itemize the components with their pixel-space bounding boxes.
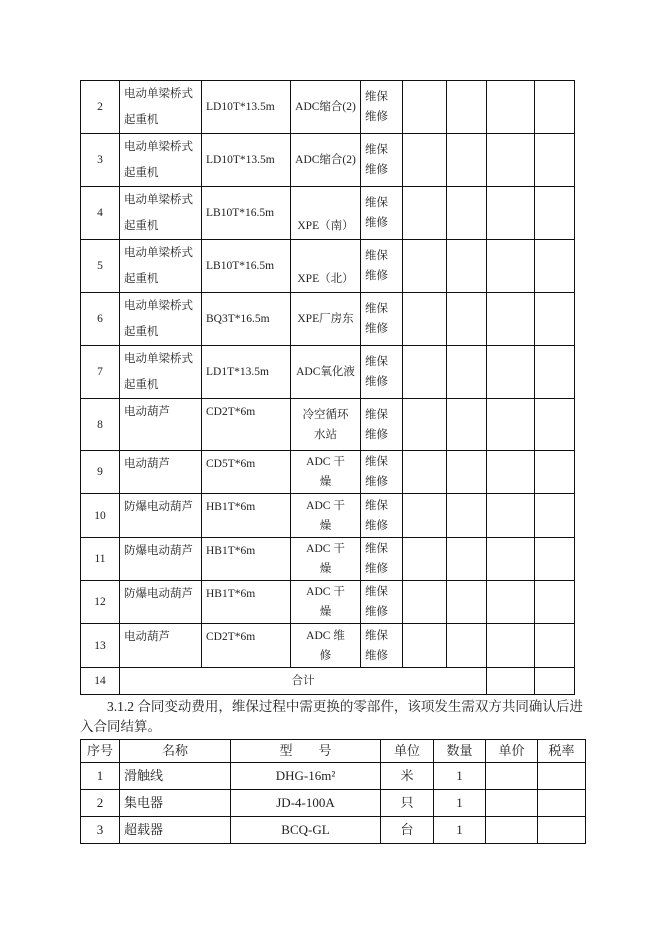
table-row bbox=[81, 790, 586, 817]
empty-cell bbox=[535, 624, 575, 668]
equipment-maintenance-table bbox=[80, 80, 575, 695]
name-line: 电动葫芦 bbox=[124, 406, 170, 418]
name-line: 起重机 bbox=[124, 326, 159, 338]
empty-cell bbox=[487, 668, 535, 695]
equipment-model: HB1T*6m bbox=[202, 494, 291, 538]
part-name: 滑触线 bbox=[120, 763, 231, 790]
empty-cell bbox=[486, 763, 538, 790]
table-row bbox=[81, 134, 575, 187]
service-type-line: 维保 bbox=[365, 144, 388, 156]
name-line: 电动葫芦 bbox=[124, 458, 170, 470]
empty-cell bbox=[535, 346, 575, 399]
service-type-line: 维保 bbox=[365, 586, 388, 598]
empty-cell bbox=[447, 494, 487, 538]
service-type-line: 维保 bbox=[365, 629, 388, 642]
name-line: 起重机 bbox=[124, 114, 159, 126]
service-type bbox=[361, 187, 403, 240]
service-type-line: 维修 bbox=[365, 164, 388, 176]
row-number: 1 bbox=[81, 763, 120, 790]
total-row bbox=[81, 668, 575, 695]
service-type-line: 维保 bbox=[365, 356, 388, 368]
table-row bbox=[81, 763, 586, 790]
empty-cell bbox=[447, 134, 487, 187]
column-header: 名称 bbox=[120, 740, 231, 763]
equipment-model: LD10T*13.5m bbox=[202, 134, 291, 187]
empty-cell bbox=[403, 399, 447, 451]
name-line: 防爆电动葫芦 bbox=[124, 588, 193, 600]
part-quantity: 1 bbox=[434, 763, 486, 790]
equipment-name bbox=[120, 134, 202, 187]
equipment-location bbox=[291, 494, 361, 538]
name-line: 电动单梁桥式 bbox=[124, 247, 193, 259]
empty-cell bbox=[447, 581, 487, 624]
empty-cell bbox=[486, 790, 538, 817]
row-number: 3 bbox=[81, 817, 120, 844]
equipment-name bbox=[120, 494, 202, 538]
row-number: 3 bbox=[81, 134, 120, 187]
empty-cell bbox=[487, 399, 535, 451]
equipment-name bbox=[120, 581, 202, 624]
equipment-name bbox=[120, 240, 202, 293]
empty-cell bbox=[447, 240, 487, 293]
empty-cell bbox=[487, 494, 535, 538]
service-type bbox=[361, 81, 403, 134]
table-row bbox=[81, 451, 575, 494]
part-quantity: 1 bbox=[434, 817, 486, 844]
equipment-model: LB10T*16.5m bbox=[202, 240, 291, 293]
name-line: 起重机 bbox=[124, 273, 159, 285]
table-row bbox=[81, 346, 575, 399]
service-type-line: 维修 bbox=[365, 563, 388, 575]
part-name: 集电器 bbox=[120, 790, 231, 817]
empty-cell bbox=[403, 581, 447, 624]
name-line: 电动葫芦 bbox=[124, 631, 170, 643]
empty-cell bbox=[447, 538, 487, 581]
location-text: ADC 干燥 bbox=[306, 456, 345, 488]
empty-cell bbox=[487, 581, 535, 624]
empty-cell bbox=[538, 763, 586, 790]
equipment-model: CD2T*6m bbox=[202, 399, 291, 451]
part-model: BCQ-GL bbox=[231, 817, 381, 844]
service-type-line: 维修 bbox=[365, 217, 388, 229]
empty-cell bbox=[447, 293, 487, 346]
empty-cell bbox=[403, 538, 447, 581]
empty-cell bbox=[447, 187, 487, 240]
spare-parts-table bbox=[80, 739, 586, 844]
equipment-name bbox=[120, 624, 202, 668]
empty-cell bbox=[403, 293, 447, 346]
service-type-line: 维保 bbox=[365, 91, 388, 103]
row-number: 14 bbox=[81, 668, 120, 695]
service-type-line: 维修 bbox=[365, 323, 388, 335]
service-type bbox=[361, 134, 403, 187]
empty-cell bbox=[403, 134, 447, 187]
service-type-line: 维保 bbox=[365, 303, 388, 315]
part-model: JD-4-100A bbox=[231, 790, 381, 817]
row-number: 13 bbox=[81, 624, 120, 668]
equipment-name bbox=[120, 187, 202, 240]
name-line: 防爆电动葫芦 bbox=[124, 501, 193, 513]
service-type bbox=[361, 494, 403, 538]
empty-cell bbox=[535, 134, 575, 187]
column-header: 型 号 bbox=[231, 740, 381, 763]
equipment-model: HB1T*6m bbox=[202, 581, 291, 624]
column-header: 税率 bbox=[538, 740, 586, 763]
column-header: 单价 bbox=[486, 740, 538, 763]
equipment-location: ADC缩合(2) bbox=[291, 81, 361, 134]
row-number: 9 bbox=[81, 451, 120, 494]
empty-cell bbox=[447, 624, 487, 668]
empty-cell bbox=[403, 81, 447, 134]
service-type-line: 维保 bbox=[365, 456, 388, 468]
empty-cell bbox=[447, 346, 487, 399]
service-type-line: 维保 bbox=[365, 250, 388, 262]
row-number: 12 bbox=[81, 581, 120, 624]
equipment-location bbox=[291, 538, 361, 581]
contract-variable-cost-paragraph bbox=[80, 697, 586, 737]
service-type-line: 维保 bbox=[365, 197, 388, 209]
row-number: 4 bbox=[81, 187, 120, 240]
location-text: ADC 维修 bbox=[306, 629, 345, 662]
total-label: 合计 bbox=[120, 668, 487, 695]
equipment-location: XPE厂房东 bbox=[291, 293, 361, 346]
name-line: 电动单梁桥式 bbox=[124, 300, 193, 312]
part-unit: 米 bbox=[381, 763, 434, 790]
empty-cell bbox=[487, 624, 535, 668]
service-type-line: 维修 bbox=[365, 476, 388, 488]
table-row bbox=[81, 240, 575, 293]
empty-cell bbox=[535, 293, 575, 346]
equipment-model: LB10T*16.5m bbox=[202, 187, 291, 240]
name-line: 电动单梁桥式 bbox=[124, 353, 193, 365]
equipment-name bbox=[120, 538, 202, 581]
service-type-line: 维修 bbox=[365, 428, 388, 441]
empty-cell bbox=[486, 817, 538, 844]
empty-cell bbox=[403, 240, 447, 293]
empty-cell bbox=[487, 81, 535, 134]
equipment-location bbox=[291, 624, 361, 668]
table-row bbox=[81, 81, 575, 134]
equipment-location: ADC氧化液 bbox=[291, 346, 361, 399]
empty-cell bbox=[403, 451, 447, 494]
empty-cell bbox=[487, 451, 535, 494]
column-header: 单位 bbox=[381, 740, 434, 763]
empty-cell bbox=[403, 346, 447, 399]
table-row bbox=[81, 624, 575, 668]
empty-cell bbox=[487, 134, 535, 187]
equipment-model: CD2T*6m bbox=[202, 624, 291, 668]
service-type bbox=[361, 624, 403, 668]
table-row bbox=[81, 399, 575, 451]
empty-cell bbox=[535, 240, 575, 293]
service-type-line: 维修 bbox=[365, 606, 388, 618]
column-header: 数量 bbox=[434, 740, 486, 763]
row-number: 7 bbox=[81, 346, 120, 399]
part-quantity: 1 bbox=[434, 790, 486, 817]
location-text: 冷空循环水站 bbox=[302, 408, 349, 441]
empty-cell bbox=[487, 538, 535, 581]
service-type bbox=[361, 293, 403, 346]
row-number: 2 bbox=[81, 790, 120, 817]
table-row bbox=[81, 494, 575, 538]
empty-cell bbox=[535, 399, 575, 451]
empty-cell bbox=[535, 187, 575, 240]
name-line: 起重机 bbox=[124, 167, 159, 179]
service-type bbox=[361, 399, 403, 451]
empty-cell bbox=[487, 240, 535, 293]
row-number: 11 bbox=[81, 538, 120, 581]
equipment-name bbox=[120, 451, 202, 494]
service-type bbox=[361, 581, 403, 624]
empty-cell bbox=[538, 817, 586, 844]
paragraph-text: 3.1.2 合同变动费用，维保过程中需更换的零部件，该项发生需双方共同确认后进入合同结算。 bbox=[80, 699, 583, 734]
table-row bbox=[81, 187, 575, 240]
empty-cell bbox=[535, 81, 575, 134]
equipment-location: ADC缩合(2) bbox=[291, 134, 361, 187]
table-row bbox=[81, 293, 575, 346]
location-text: ADC 干燥 bbox=[306, 499, 345, 532]
name-line: 防爆电动葫芦 bbox=[124, 545, 193, 557]
equipment-name bbox=[120, 81, 202, 134]
service-type-line: 维修 bbox=[365, 270, 388, 282]
row-number: 6 bbox=[81, 293, 120, 346]
part-name: 超载器 bbox=[120, 817, 231, 844]
equipment-model: CD5T*6m bbox=[202, 451, 291, 494]
equipment-name bbox=[120, 346, 202, 399]
table-row bbox=[81, 817, 586, 844]
equipment-location bbox=[291, 451, 361, 494]
name-line: 电动单梁桥式 bbox=[124, 194, 193, 206]
equipment-location: XPE（南） bbox=[291, 187, 361, 240]
equipment-model: HB1T*6m bbox=[202, 538, 291, 581]
empty-cell bbox=[403, 187, 447, 240]
service-type-line: 维修 bbox=[365, 111, 388, 123]
column-header: 序号 bbox=[81, 740, 120, 763]
row-number: 8 bbox=[81, 399, 120, 451]
name-line: 起重机 bbox=[124, 220, 159, 232]
part-model: DHG-16m² bbox=[231, 763, 381, 790]
service-type-line: 维修 bbox=[365, 649, 388, 662]
row-number: 5 bbox=[81, 240, 120, 293]
service-type-line: 维保 bbox=[365, 543, 388, 555]
name-line: 电动单梁桥式 bbox=[124, 88, 193, 100]
empty-cell bbox=[538, 790, 586, 817]
service-type bbox=[361, 538, 403, 581]
equipment-name bbox=[120, 399, 202, 451]
empty-cell bbox=[487, 293, 535, 346]
name-line: 电动单梁桥式 bbox=[124, 141, 193, 153]
equipment-location bbox=[291, 581, 361, 624]
equipment-location bbox=[291, 399, 361, 451]
empty-cell bbox=[487, 346, 535, 399]
equipment-model: LD1T*13.5m bbox=[202, 346, 291, 399]
service-type bbox=[361, 240, 403, 293]
empty-cell bbox=[535, 451, 575, 494]
empty-cell bbox=[535, 538, 575, 581]
empty-cell bbox=[535, 581, 575, 624]
service-type bbox=[361, 346, 403, 399]
equipment-model: BQ3T*16.5m bbox=[202, 293, 291, 346]
empty-cell bbox=[403, 624, 447, 668]
table-row bbox=[81, 538, 575, 581]
empty-cell bbox=[447, 399, 487, 451]
empty-cell bbox=[447, 451, 487, 494]
row-number: 10 bbox=[81, 494, 120, 538]
equipment-name bbox=[120, 293, 202, 346]
name-line: 起重机 bbox=[124, 379, 159, 391]
service-type bbox=[361, 451, 403, 494]
location-text: ADC 干燥 bbox=[306, 586, 345, 618]
part-unit: 台 bbox=[381, 817, 434, 844]
empty-cell bbox=[403, 494, 447, 538]
empty-cell bbox=[447, 81, 487, 134]
equipment-model: LD10T*13.5m bbox=[202, 81, 291, 134]
table-row bbox=[81, 581, 575, 624]
service-type-line: 维修 bbox=[365, 519, 388, 532]
equipment-location: XPE（北） bbox=[291, 240, 361, 293]
location-text: ADC 干燥 bbox=[306, 543, 345, 575]
part-unit: 只 bbox=[381, 790, 434, 817]
service-type-line: 维修 bbox=[365, 376, 388, 388]
empty-cell bbox=[535, 494, 575, 538]
row-number: 2 bbox=[81, 81, 120, 134]
service-type-line: 维保 bbox=[365, 499, 388, 512]
empty-cell bbox=[487, 187, 535, 240]
empty-cell bbox=[535, 668, 575, 695]
service-type-line: 维保 bbox=[365, 408, 388, 421]
header-row bbox=[81, 740, 586, 763]
